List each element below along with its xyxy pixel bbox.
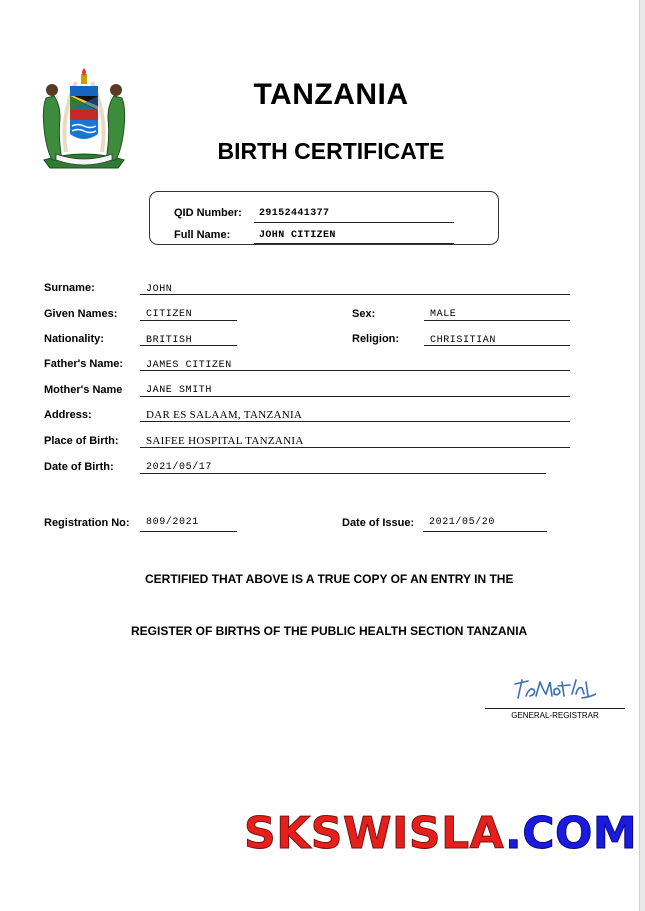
sex-value: MALE (430, 309, 457, 320)
given-names-value: CITIZEN (146, 309, 193, 320)
registrar-title: GENERAL-REGISTRAR (511, 711, 599, 720)
qid-value: 29152441377 (259, 208, 330, 219)
nationality-underline (140, 345, 237, 346)
fullname-underline (254, 243, 454, 244)
surname-value: JOHN (146, 284, 173, 295)
fullname-value: JOHN CITIZEN (259, 230, 336, 241)
page-edge (639, 0, 645, 911)
sex-label: Sex: (352, 308, 376, 320)
date-of-birth-underline (140, 473, 546, 474)
date-of-issue-value: 2021/05/20 (429, 517, 496, 528)
sex-underline (424, 320, 570, 321)
place-of-birth-value: SAIFEE HOSPITAL TANZANIA (146, 435, 304, 447)
surname-label: Surname: (44, 282, 95, 294)
father-name-underline (140, 370, 570, 371)
address-label: Address: (44, 409, 92, 421)
father-name-label: Father's Name: (44, 358, 124, 370)
surname-underline (140, 294, 570, 295)
registrar-signature (512, 676, 596, 702)
qid-label: QID Number: (174, 207, 242, 219)
nationality-value: BRITISH (146, 335, 193, 346)
mother-name-underline (140, 396, 570, 397)
signature-line (485, 708, 625, 709)
place-of-birth-label: Place of Birth: (44, 435, 119, 447)
qid-underline (254, 222, 454, 223)
registration-number-underline (140, 531, 237, 532)
nationality-label: Nationality: (44, 333, 104, 345)
place-of-birth-underline (140, 447, 570, 448)
fullname-label: Full Name: (174, 229, 231, 241)
watermark-text (244, 808, 637, 859)
watermark-part-2: .COM (504, 808, 638, 859)
address-value: DAR ES SALAAM, TANZANIA (146, 409, 303, 421)
given-names-underline (140, 320, 237, 321)
date-of-birth-label: Date of Birth: (44, 461, 114, 473)
document-title: BIRTH CERTIFICATE (217, 138, 445, 164)
address-underline (140, 421, 570, 422)
mother-name-value: JANE SMITH (146, 385, 213, 396)
certification-line-1: CERTIFIED THAT ABOVE IS A TRUE COPY OF AN ENTRY IN THE (145, 572, 514, 586)
certification-line-2: REGISTER OF BIRTHS OF THE PUBLIC HEALTH SECTION TANZANIA (131, 624, 528, 638)
mother-name-label: Mother's Name (44, 384, 123, 396)
date-of-issue-underline (423, 531, 547, 532)
father-name-value: JAMES CITIZEN (146, 360, 232, 371)
registration-number-label: Registration No: (44, 517, 130, 529)
given-names-label: Given Names: (44, 308, 118, 320)
watermark-part-1: SKSWISLA (244, 808, 505, 859)
date-of-birth-value: 2021/05/17 (146, 462, 213, 473)
date-of-issue-label: Date of Issue: (342, 517, 415, 529)
registration-number-value: 809/2021 (146, 517, 199, 528)
religion-value: CHRISITIAN (430, 335, 497, 346)
country-title: TANZANIA (253, 78, 409, 111)
religion-label: Religion: (352, 333, 400, 345)
religion-underline (424, 345, 570, 346)
